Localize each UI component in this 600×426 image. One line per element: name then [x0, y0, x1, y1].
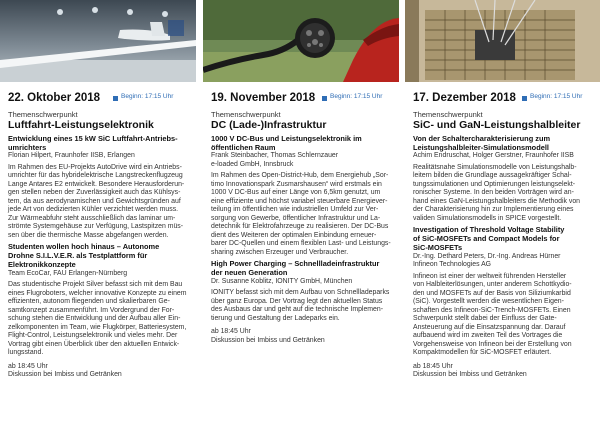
talk-title: Studenten wollen hoch hinaus – Autonome Drohne S.I.L.V.E.R. als Testplattform für Elektronikkonzepte: [8, 242, 160, 269]
topic-label: Themenschwerpunkt: [211, 110, 281, 119]
topic-title: SiC- und GaN-Leistungshalbleiter: [413, 119, 581, 131]
event-column-december: [405, 0, 600, 426]
talk-speaker: Team EcoCar, FAU Erlangen-Nürnberg: [8, 269, 128, 277]
event-column-october: [0, 0, 196, 426]
talk-abstract: Im Rahmen des EU-Projekts AutoDrive wird ein Antriebs- umrichter für das hybridelektrische Langstreckenflugzeug Lange Antares E2 entwickelt. Besondere Herausforderun- gen stellen neben der Zuverlässigkeit auch das Kühlsys- tem, da aus aerodynamischen und Gewichtsgründen auf jede Art von dedizierten Kühler verzichtet werden muss. Zur Wärmeabfuhr steht ausschließlich das laminar um- strömte Systemgehäuse zur Verfügung, Lastspitzen müs- sen über die thermische Masse abgefangen werden.: [8, 163, 185, 239]
probe-station-photo: [405, 0, 600, 82]
closing-time: ab 18:45 Uhr: [211, 328, 251, 336]
talk-speaker: Dr. Susanne Koblitz, IONITY GmbH, München: [211, 277, 353, 285]
event-body: [211, 110, 393, 345]
talk-speaker: Achim Endruschat, Holger Gerstner, Fraunhofer IISB: [413, 152, 574, 160]
begin-time: Beginn: 17:15 Uhr: [530, 93, 583, 100]
begin-time: Beginn: 17:15 Uhr: [330, 93, 383, 100]
event-date: 19. November 2018: [211, 92, 316, 104]
topic-label: Themenschwerpunkt: [8, 110, 78, 119]
topic-title: Luftfahrt-Leistungselektronik: [8, 119, 154, 131]
event-body: [413, 110, 595, 380]
event-header: [203, 92, 399, 108]
closing-text: Diskussion bei Imbiss und Getränken: [413, 371, 527, 379]
aircraft-photo: [0, 0, 196, 82]
talk-speaker: Florian Hilpert, Fraunhofer IISB, Erlangen: [8, 152, 135, 160]
event-column-november: [203, 0, 399, 426]
talk-abstract: Das studentische Projekt Silver befasst sich mit dem Bau eines Flugroboters, welcher innovative Konzepte zu einem effizienten, autonom fliegenden und skalierbaren Ge- samtkonzept zusammenführt. Im Vordergrund der For- schung stehen die Entwicklung und der Aufbau aller Ein- zelkomponenten im Team, wie Flugkörper, Batteriesystem, Flight-Control, Leistungselektronik und vieles mehr. Der Vortrag gibt einen Überblick über den aktuellen Entwick- lungsstand.: [8, 281, 187, 357]
ev-charger-photo: [203, 0, 399, 82]
bullet-icon: [322, 96, 327, 101]
talk-title: Investigation of Threshold Voltage Stability of SiC-MOSFETs and Compact Models for SiC-MOSFETs: [413, 225, 565, 252]
aircraft-photo-icon: [0, 0, 196, 82]
ev-charger-photo-icon: [203, 0, 399, 82]
bullet-icon: [522, 96, 527, 101]
probe-station-photo-icon: [405, 0, 600, 82]
column-divider: [402, 0, 404, 426]
talk-abstract: Infineon ist einer der weltweit führenden Hersteller von Halbleiterlösungen, unter anderem Schottkydio- den und MOSFETs auf der Basis von Siliziumkarbid (SiC). Vorgestellt werden die wesentlichen Eigen- schaften des Infineon-SiC-Trench-MOSFETs. Einen Schwerpunkt stellt dabei der Einfluss der Gate- Ansteuerung auf die Einsatzspannung dar. Darauf aufbauend wird im zweiten Teil des Vortrages die Vorgehensweise von Infineon bei der Erstellung von Kompaktmodellen für SiC-MOSFET erläutert.: [413, 272, 572, 357]
event-date: 17. Dezember 2018: [413, 92, 516, 104]
talk-speaker: Dr.-Ing. Dethard Peters, Dr.-Ing. Andreas Hürner Infineon Technologies AG: [413, 252, 561, 269]
topic-label: Themenschwerpunkt: [413, 110, 483, 119]
closing-time: ab 18:45 Uhr: [8, 362, 48, 370]
closing-text: Diskussion bei Imbiss und Getränken: [8, 371, 122, 379]
talk-speaker: Frank Steinbacher, Thomas Schlernzauer e-loaded GmbH, Innsbruck: [211, 152, 339, 168]
closing-time: ab 18:45 Uhr: [413, 362, 453, 370]
event-body: [8, 110, 190, 380]
talk-title: High Power Charging – Schnellladeinfrastruktur der neuen Generation: [211, 259, 380, 278]
event-header: [405, 92, 600, 108]
begin-time: Beginn: 17:15 Uhr: [121, 93, 174, 100]
event-date: 22. Oktober 2018: [8, 92, 101, 104]
event-header: [0, 92, 196, 108]
bullet-icon: [113, 96, 118, 101]
talk-abstract: Realitätsnahe Simulationsmodelle von Leistungshalb- leitern bilden die Grundlage aussagekräftiger Schal- tungssimulationen und Optimierungen leistungselekt- ronischer Systeme. In den beiden Vorträgen wird an- hand eines GaN-Leistungshalbleiters die Methodik von der Charakterisierung hin zur Implementierung eines validen Simulationsmodells in SPICE vorgestellt.: [413, 163, 581, 222]
talk-title: Von der Schaltercharakterisierung zum Leistungshalbleiter-Simulationsmodell: [413, 134, 551, 152]
topic-title: DC (Lade-)Infrastruktur: [211, 119, 327, 131]
talk-abstract: Im Rahmen des Open-District-Hub, dem Energiehub „Sor- timo Innovationspark Zusmarshausen“ wird erstmals ein 1000 V DC-Bus auf einer Länge von 6,5km genutzt, um eine effiziente und höchst variabel steuerbare Energiever- teilung im öffentlichen wie industriellen Umfeld zur Ver- sorgung von Gewerbe, öffentlicher Infrastruktur und La- detechnik für Elektrofahrzeuge zu realisieren. Der DC-Bus dient des Weiteren der optimalen Einbindung erneuer- barer DC-Quellen und einem flexiblen Last- und Leistungs- sharing zwischen Erzeuger und Verbraucher.: [211, 172, 391, 256]
column-divider: [200, 0, 202, 426]
talk-title: 1000 V DC-Bus und Leistungselektronik im öffentlichen Raum: [211, 134, 362, 152]
talk-abstract: IONITY befasst sich mit dem Aufbau von Schnellladeparks über ganz Europa. Der Vortrag legt den aktuellen Status des Ausbaus dar und geht auf die technische Implemen- tierung und Gestaltung der Ladeparks ein.: [211, 289, 390, 322]
closing-text: Diskussion bei Imbiss und Getränken: [211, 336, 325, 344]
talk-title: Entwicklung eines 15 kW SiC Luftfahrt-Antriebs- umrichters: [8, 134, 178, 152]
